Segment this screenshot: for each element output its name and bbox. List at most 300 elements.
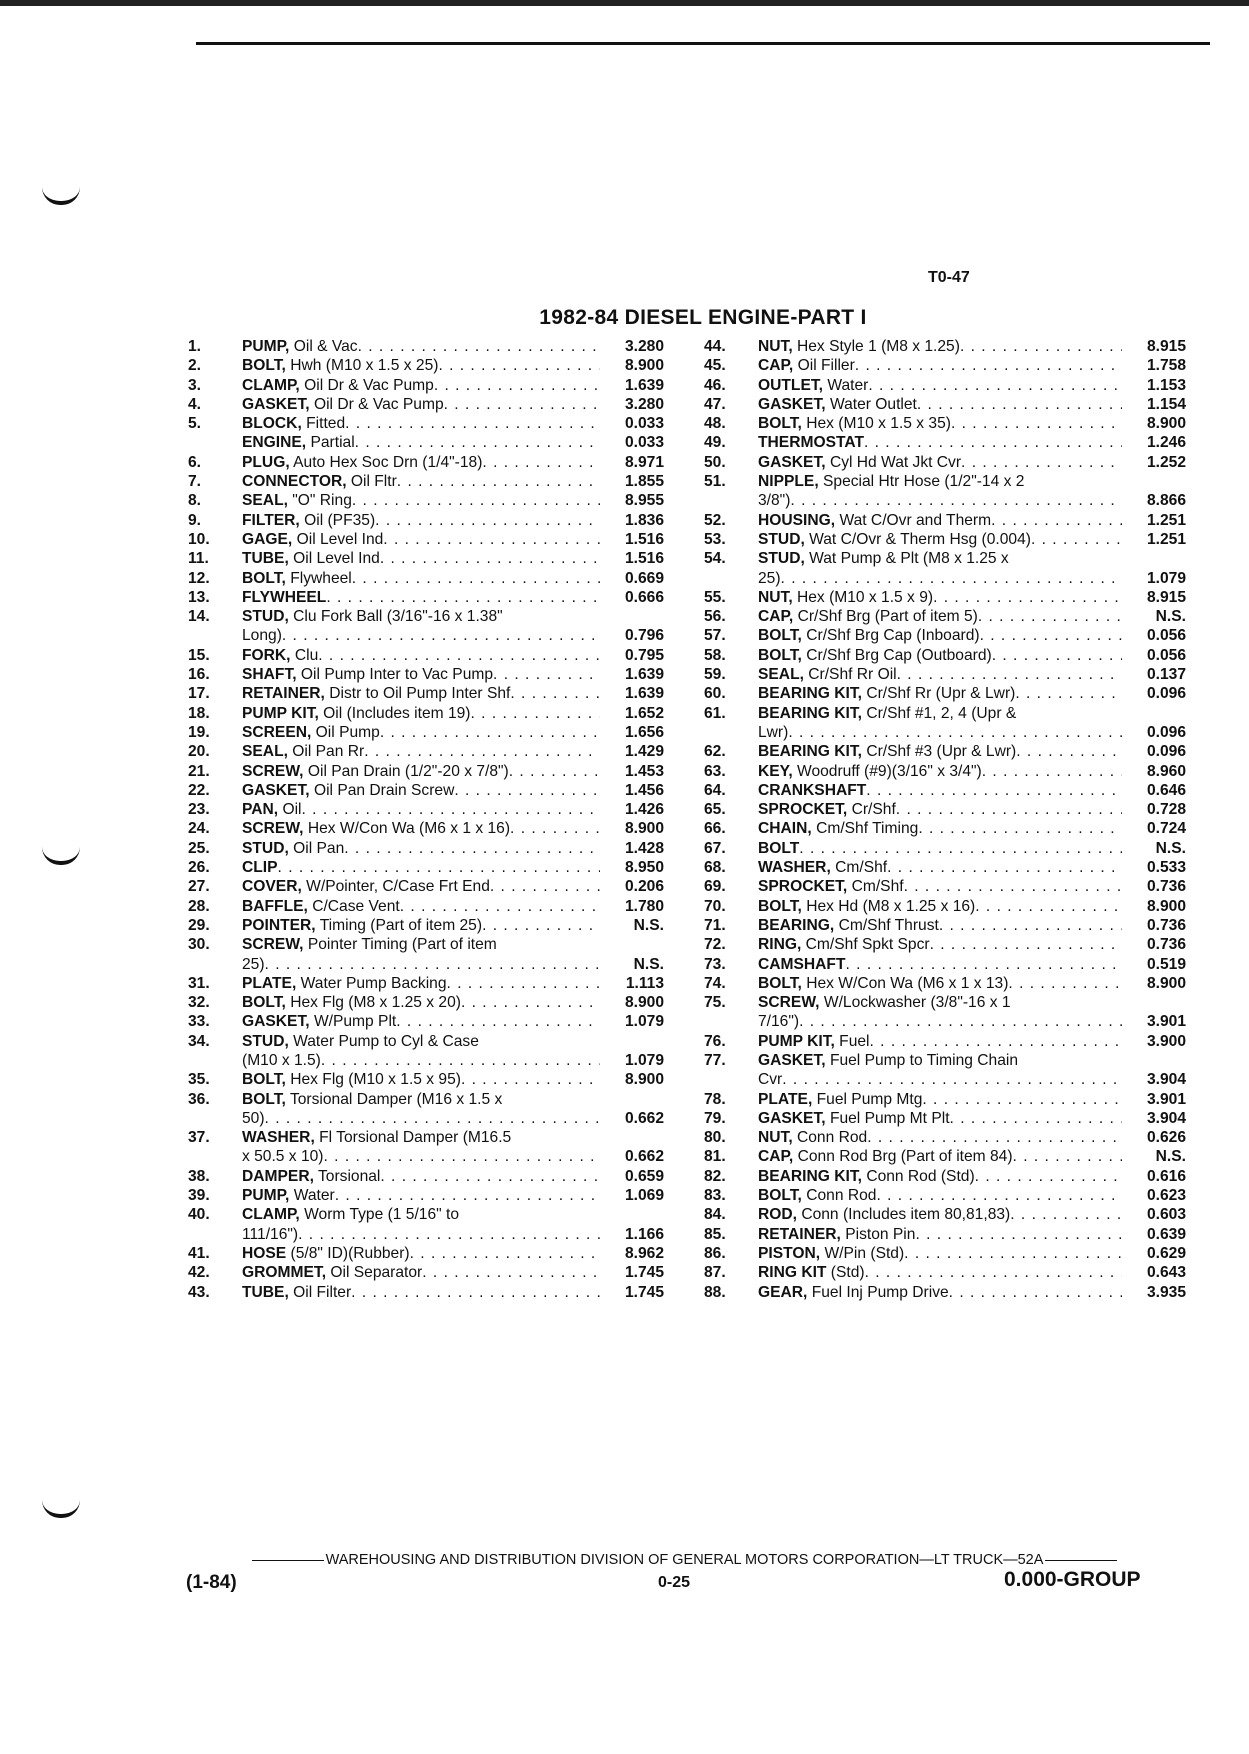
group-number: 0.033: [624, 415, 664, 433]
part-name: TUBE,: [242, 550, 289, 568]
part-description: [242, 762, 608, 781]
item-number: 20.: [188, 743, 210, 761]
part-entry: [188, 1012, 664, 1031]
leader-dots: [1015, 684, 1122, 703]
part-entry: [704, 1147, 1186, 1166]
part-detail: Cvr: [758, 1071, 783, 1089]
part-detail: Fuel Inj Pump Drive: [811, 1283, 949, 1301]
group-number: 0.662: [624, 1148, 664, 1166]
part-entry: [188, 433, 664, 452]
part-detail: Conn Rod: [806, 1187, 877, 1205]
leader-dots: [781, 569, 1122, 588]
part-entry: [188, 607, 664, 646]
leader-dots: [397, 472, 600, 491]
group-number: 1.079: [624, 1013, 664, 1031]
leader-dots: [868, 376, 1122, 395]
part-entry: [704, 762, 1186, 781]
part-description: [242, 511, 608, 530]
part-entry: [704, 376, 1186, 395]
item-number: 17.: [188, 685, 210, 703]
part-detail: Hex Style 1 (M8 x 1.25): [797, 338, 960, 355]
part-detail: Water: [827, 376, 869, 394]
item-number: 70.: [704, 897, 726, 915]
part-entry: [704, 1090, 1186, 1109]
part-detail: Oil (Includes item 19): [323, 704, 471, 722]
leader-dots: [396, 1012, 600, 1031]
group-number: 1.426: [624, 801, 664, 819]
part-entry: [704, 839, 1186, 858]
part-name: PLATE,: [758, 1090, 813, 1108]
leader-dots: [917, 395, 1122, 414]
group-number: 0.033: [624, 434, 664, 452]
part-description: [758, 433, 1130, 452]
group-number: 1.429: [624, 743, 664, 761]
part-detail: Fuel: [839, 1032, 870, 1050]
part-name: SEAL,: [242, 743, 288, 761]
part-name: SCREW,: [242, 820, 304, 838]
leader-dots: [344, 839, 600, 858]
part-name: CONNECTOR,: [242, 473, 347, 491]
part-name: BEARING KIT,: [758, 1167, 862, 1185]
part-detail: Oil & Vac: [293, 338, 358, 355]
part-description: [758, 800, 1130, 819]
part-detail: (5/8" ID)(Rubber): [290, 1244, 410, 1262]
item-number: 78.: [704, 1090, 726, 1108]
item-number: 43.: [188, 1283, 210, 1301]
part-description: [758, 376, 1130, 395]
leader-dots: [991, 511, 1122, 530]
part-detail: Oil Dr & Vac Pump: [304, 376, 434, 394]
part-description: [758, 588, 1130, 607]
part-entry: [188, 1283, 664, 1302]
part-description: [242, 704, 608, 723]
item-number: 10.: [188, 530, 210, 548]
group-number: 0.533: [1146, 859, 1186, 877]
leader-dots: [265, 1109, 600, 1128]
part-entry: [704, 1244, 1186, 1263]
item-number: 82.: [704, 1167, 726, 1185]
leader-dots: [918, 819, 1122, 838]
part-entry: [188, 1167, 664, 1186]
part-detail: Cm/Shf Thrust: [838, 916, 939, 934]
leader-dots: [410, 1244, 600, 1263]
part-description: [758, 530, 1130, 549]
part-entry: [188, 376, 664, 395]
part-detail: 50): [242, 1109, 265, 1127]
part-name: BOLT,: [242, 994, 286, 1012]
group-number: 0.643: [1146, 1264, 1186, 1282]
item-number: 47.: [704, 395, 726, 413]
part-detail: Fuel Pump Mt Plt: [829, 1109, 950, 1127]
part-detail: 7/16"): [758, 1013, 800, 1031]
item-number: 61.: [704, 704, 726, 722]
group-number: 3.280: [624, 338, 664, 355]
part-name: POINTER,: [242, 916, 316, 934]
leader-dots: [915, 1225, 1122, 1244]
item-number: 28.: [188, 897, 210, 915]
part-detail: Cr/Shf Rr Oil: [808, 666, 897, 684]
part-detail: W/Lockwasher (3/8"-16 x 1: [823, 994, 1011, 1012]
leader-dots: [975, 897, 1122, 916]
part-entry: [704, 1283, 1186, 1302]
leader-dots: [790, 491, 1122, 510]
part-entry: [704, 337, 1186, 356]
group-number: 1.079: [624, 1051, 664, 1069]
part-entry: [188, 800, 664, 819]
part-description: [758, 511, 1130, 530]
item-number: 18.: [188, 704, 210, 722]
group-number: 1.836: [624, 511, 664, 529]
part-entry: [188, 1186, 664, 1205]
group-number: 0.659: [624, 1167, 664, 1185]
group-number: 8.915: [1146, 588, 1186, 606]
part-description: [242, 1205, 608, 1244]
part-detail: W/Pin (Std): [824, 1244, 905, 1262]
group-number: 0.666: [624, 588, 664, 606]
part-entry: [704, 781, 1186, 800]
part-name: ROD,: [758, 1206, 797, 1224]
part-name: BEARING KIT,: [758, 685, 862, 703]
item-number: 32.: [188, 994, 210, 1012]
part-detail: Hex Hd (M8 x 1.25 x 16): [806, 897, 976, 915]
group-number: 1.113: [625, 974, 664, 992]
leader-dots: [490, 877, 600, 896]
item-number: 39.: [188, 1187, 210, 1205]
part-detail: Fl Torsional Damper (M16.5: [319, 1129, 512, 1147]
item-number: 69.: [704, 878, 726, 896]
part-detail: Oil Pan Drain Screw: [313, 781, 455, 799]
part-name: THERMOSTAT: [758, 434, 864, 452]
group-number: 1.154: [1146, 395, 1186, 413]
part-description: [242, 723, 608, 742]
part-entry: [704, 1032, 1186, 1051]
part-name: SCREW,: [242, 762, 304, 780]
item-number: 15.: [188, 646, 210, 664]
part-detail: Long): [242, 627, 282, 645]
part-name: GASKET,: [758, 1051, 826, 1069]
item-number: 8.: [188, 492, 202, 510]
part-name: STUD,: [242, 1032, 289, 1050]
part-entry: [188, 1263, 664, 1282]
part-entry: [704, 1109, 1186, 1128]
part-entry: [188, 974, 664, 993]
item-number: 26.: [188, 859, 210, 877]
item-number: 55.: [704, 588, 726, 606]
part-entry: [704, 916, 1186, 935]
date-code: (1-84): [186, 1572, 237, 1593]
leader-dots: [351, 1283, 600, 1302]
part-entry: [704, 1128, 1186, 1147]
part-entry: [704, 607, 1186, 626]
part-detail: Wat C/Ovr and Therm: [839, 511, 992, 529]
part-entry: [188, 337, 664, 356]
part-entry: [188, 511, 664, 530]
footer-line: [212, 1552, 1157, 1568]
part-name: PLATE,: [242, 974, 297, 992]
part-detail: Cr/Shf Brg (Part of item 5): [797, 608, 978, 626]
part-entry: [188, 704, 664, 723]
leader-dots: [352, 491, 600, 510]
leader-dots: [922, 1090, 1122, 1109]
group-number: 0.519: [1146, 955, 1186, 973]
item-number: 49.: [704, 434, 726, 452]
part-description: [758, 877, 1130, 896]
group-number: 0.056: [1146, 646, 1186, 664]
part-description: [758, 1205, 1130, 1224]
part-entry: [704, 453, 1186, 472]
part-description: [242, 897, 608, 916]
part-description: [242, 433, 608, 452]
part-entry: [188, 1128, 664, 1167]
part-entry: [704, 1205, 1186, 1224]
part-entry: [188, 1090, 664, 1129]
part-detail: Oil Separator: [330, 1264, 423, 1282]
part-detail: Lwr): [758, 723, 789, 741]
parts-list-right-column: [704, 337, 1186, 1302]
part-detail: Pointer Timing (Part of item: [307, 936, 497, 954]
part-description: [758, 858, 1130, 877]
part-detail: Conn (Includes item 80,81,83): [801, 1206, 1011, 1224]
item-number: 24.: [188, 820, 210, 838]
leader-dots: [799, 839, 1122, 858]
part-detail: Oil Pan Rr: [292, 743, 365, 761]
item-number: 7.: [188, 473, 202, 491]
part-description: [242, 1244, 608, 1263]
leader-dots: [930, 935, 1122, 954]
part-name: FLYWHEEL: [242, 588, 327, 606]
item-number: 87.: [704, 1264, 726, 1282]
part-detail: W/Pointer, C/Case Frt End: [306, 878, 490, 896]
leader-dots: [951, 414, 1122, 433]
group-number: 1.745: [624, 1264, 664, 1282]
part-detail: Piston Pin: [845, 1225, 916, 1243]
page-code: T0-47: [928, 269, 970, 286]
part-description: [758, 646, 1130, 665]
leader-dots: [461, 993, 600, 1012]
part-name: BOLT,: [758, 646, 802, 664]
leader-dots: [980, 626, 1122, 645]
part-entry: [188, 781, 664, 800]
item-number: 46.: [704, 376, 726, 394]
item-number: 19.: [188, 723, 210, 741]
part-detail: Oil Pan: [293, 839, 345, 857]
part-detail: Hex (M10 x 1.5 x 35): [806, 415, 951, 433]
part-entry: [704, 993, 1186, 1032]
part-entry: [704, 549, 1186, 588]
part-name: FILTER,: [242, 511, 300, 529]
item-number: 71.: [704, 916, 726, 934]
part-detail: Oil: [282, 801, 302, 819]
part-name: KEY,: [758, 762, 793, 780]
part-detail: 25): [758, 569, 781, 587]
item-number: 83.: [704, 1187, 726, 1205]
part-description: [242, 781, 608, 800]
item-number: 16.: [188, 666, 210, 684]
part-name: SHAFT,: [242, 666, 297, 684]
part-description: [758, 839, 1130, 858]
part-name: CLIP: [242, 859, 278, 877]
leader-dots: [799, 1012, 1122, 1031]
group-number: 3.280: [624, 395, 664, 413]
part-name: SCREW,: [758, 994, 820, 1012]
part-description: [758, 1032, 1130, 1051]
leader-dots: [846, 955, 1123, 974]
part-name: STUD,: [242, 608, 289, 626]
part-detail: Oil Filter: [293, 1283, 352, 1301]
leader-dots: [434, 376, 600, 395]
part-description: [242, 337, 608, 356]
item-number: 35.: [188, 1071, 210, 1089]
group-number: 0.206: [624, 878, 664, 896]
part-description: [758, 742, 1130, 761]
part-name: STUD,: [758, 550, 805, 568]
page-number: 0-25: [658, 1574, 691, 1591]
group-number: 1.069: [624, 1187, 664, 1205]
part-name: RETAINER,: [242, 685, 325, 703]
part-description: [242, 839, 608, 858]
part-detail: Fuel Pump to Timing Chain: [829, 1051, 1019, 1069]
group-number: 0.137: [1146, 666, 1186, 684]
group-number: 8.955: [624, 492, 664, 510]
part-entry: [188, 839, 664, 858]
group-number: 0.623: [1146, 1187, 1186, 1205]
part-name: NIPPLE,: [758, 473, 819, 491]
item-number: 86.: [704, 1244, 726, 1262]
part-description: [758, 781, 1130, 800]
item-number: 75.: [704, 994, 726, 1012]
part-entry: [704, 588, 1186, 607]
group-number: 8.866: [1146, 492, 1186, 510]
leader-dots: [1016, 742, 1122, 761]
part-entry: [188, 414, 664, 433]
part-entry: [704, 511, 1186, 530]
part-name: NUT,: [758, 338, 793, 355]
group-number: 0.639: [1146, 1225, 1186, 1243]
group-number: 8.915: [1146, 338, 1186, 355]
part-description: [758, 1147, 1130, 1166]
leader-dots: [438, 356, 600, 375]
leader-dots: [278, 858, 600, 877]
part-entry: [188, 1070, 664, 1089]
leader-dots: [896, 800, 1122, 819]
binder-tick-mark: [42, 847, 80, 865]
item-number: 50.: [704, 453, 726, 471]
part-entry: [188, 935, 664, 974]
part-detail: Wat Pump & Plt (M8 x 1.25 x: [809, 550, 1009, 568]
leader-dots: [454, 781, 600, 800]
part-detail: x 50.5 x 10): [242, 1148, 324, 1166]
part-description: [758, 1244, 1130, 1263]
part-entry: [704, 742, 1186, 761]
group-number: 8.950: [624, 859, 664, 877]
leader-dots: [364, 742, 600, 761]
group-number: 0.096: [1146, 723, 1186, 741]
part-name: WASHER,: [758, 859, 831, 877]
part-entry: [188, 1244, 664, 1263]
item-number: 3.: [188, 376, 202, 394]
part-description: [758, 549, 1130, 588]
group-number: 1.153: [1146, 376, 1186, 394]
item-number: 6.: [188, 453, 202, 471]
item-number: 41.: [188, 1244, 210, 1262]
part-description: [242, 858, 608, 877]
leader-dots: [400, 897, 600, 916]
part-name: BOLT: [758, 839, 800, 857]
part-entry: [704, 935, 1186, 954]
group-number: 8.900: [1146, 415, 1186, 433]
group-number: 0.736: [1146, 936, 1186, 954]
part-detail: C/Case Vent: [312, 897, 400, 915]
leader-dots: [950, 1109, 1122, 1128]
leader-dots: [855, 356, 1122, 375]
part-name: CAP,: [758, 357, 794, 375]
part-name: PUMP,: [242, 1187, 290, 1205]
part-description: [758, 414, 1130, 433]
leader-dots: [345, 414, 600, 433]
leader-dots: [375, 511, 600, 530]
leader-dots: [380, 723, 600, 742]
part-description: [758, 607, 1130, 626]
part-detail: Cm/Shf Spkt Spcr: [805, 936, 930, 954]
part-entry: [704, 626, 1186, 645]
part-entry: [704, 395, 1186, 414]
part-detail: Oil Level Ind: [296, 530, 384, 548]
part-description: [758, 704, 1130, 743]
part-entry: [704, 1225, 1186, 1244]
group-number: 1.758: [1146, 357, 1186, 375]
group-number: 0.646: [1146, 781, 1186, 799]
part-description: [242, 665, 608, 684]
part-detail: Hex (M10 x 1.5 x 9): [797, 588, 934, 606]
group-number: 3.901: [1146, 1090, 1186, 1108]
group-number: 8.900: [624, 994, 664, 1012]
item-number: 5.: [188, 415, 202, 433]
group-number: 0.736: [1146, 916, 1186, 934]
part-entry: [704, 530, 1186, 549]
header-rule: [196, 42, 1210, 45]
group-number: 8.900: [624, 820, 664, 838]
group-number: 1.639: [624, 685, 664, 703]
leader-dots: [887, 858, 1122, 877]
item-number: 12.: [188, 569, 210, 587]
part-name: BEARING KIT,: [758, 704, 862, 722]
leader-dots: [510, 819, 600, 838]
part-description: [758, 935, 1130, 954]
part-entry: [188, 491, 664, 510]
part-detail: Water Pump Backing: [300, 974, 447, 992]
part-entry: [704, 472, 1186, 511]
leader-dots: [904, 877, 1122, 896]
item-number: 64.: [704, 781, 726, 799]
item-number: 52.: [704, 511, 726, 529]
part-entry: [188, 897, 664, 916]
part-description: [758, 819, 1130, 838]
part-name: CAMSHAFT: [758, 955, 846, 973]
part-detail: 3/8"): [758, 492, 791, 510]
leader-dots: [960, 337, 1122, 356]
leader-dots: [1008, 974, 1122, 993]
part-description: [242, 877, 608, 896]
part-detail: Clu: [294, 646, 319, 664]
group-number: 0.629: [1146, 1244, 1186, 1262]
part-name: OUTLET,: [758, 376, 823, 394]
part-description: [758, 897, 1130, 916]
part-description: [758, 453, 1130, 472]
part-entry: [188, 472, 664, 491]
group-number: 3.935: [1146, 1283, 1186, 1301]
leader-dots: [461, 1070, 600, 1089]
part-entry: [188, 858, 664, 877]
